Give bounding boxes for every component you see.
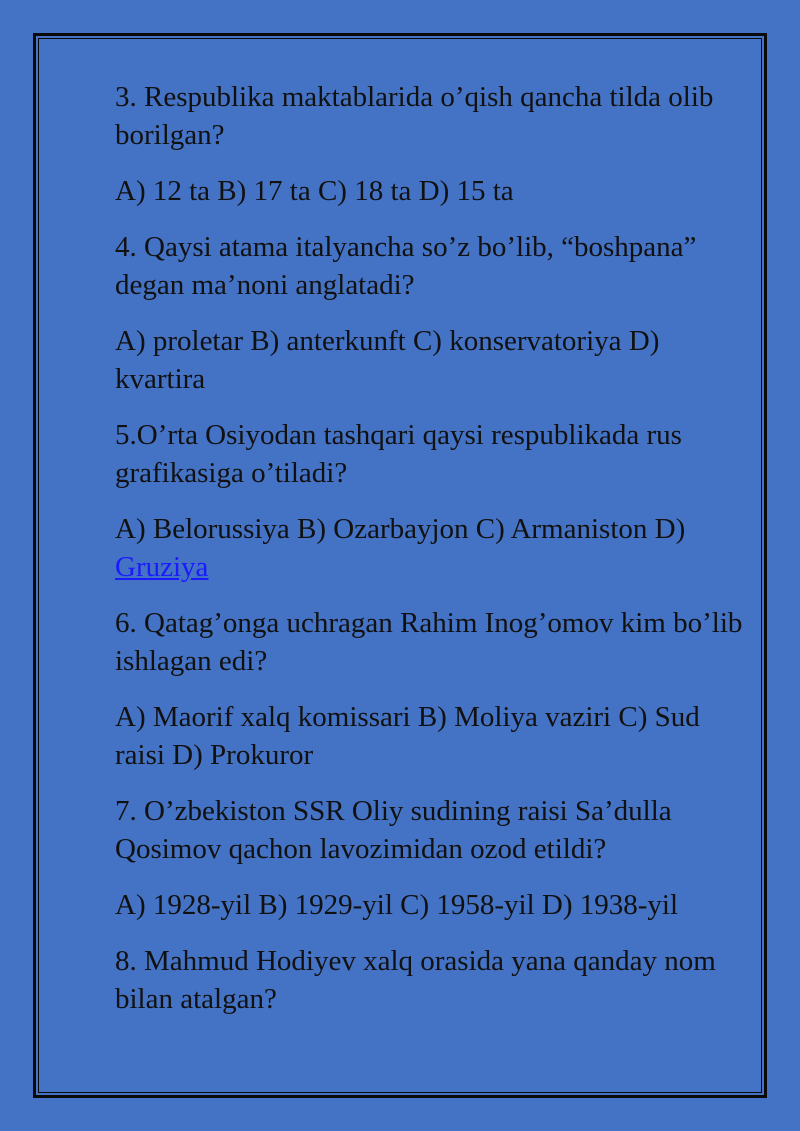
- question-4: 4. Qaysi atama italyancha so’z bo’lib, “boshpana” degan ma’noni anglatadi?: [115, 231, 697, 301]
- answers-3: A) 12 ta B) 17 ta C) 18 ta D) 15 ta: [115, 175, 514, 207]
- question-3: 3. Respublika maktablarida o’qish qancha tilda olib borilgan?: [115, 81, 714, 151]
- answers-4: A) proletar B) anterkunft C) konservatoriya D) kvartira: [115, 325, 660, 395]
- answers-6: A) Maorif xalq komissari B) Moliya vaziri C) Sud raisi D) Prokuror: [115, 701, 700, 771]
- answers-7: A) 1928-yil B) 1929-yil C) 1958-yil D) 1938-yil: [115, 889, 679, 921]
- answers-5: [115, 510, 755, 586]
- question-7: 7. O’zbekiston SSR Oliy sudining raisi Sa’dulla Qosimov qachon lavozimidan ozod etildi?: [115, 795, 672, 865]
- question-5: 5.O’rta Osiyodan tashqari qaysi respublikada rus grafikasiga o’tiladi?: [115, 419, 682, 489]
- answers-5-text: A) Belorussiya B) Ozarbayjon C) Armaniston D): [115, 513, 686, 545]
- question-8: 8. Mahmud Hodiyev xalq orasida yana qanday nom bilan atalgan?: [115, 945, 716, 1015]
- gruziya-link[interactable]: Gruziya: [115, 551, 209, 583]
- question-6: 6. Qatag’onga uchragan Rahim Inog’omov kim bo’lib ishlagan edi?: [115, 607, 743, 677]
- document-body: [115, 78, 755, 1036]
